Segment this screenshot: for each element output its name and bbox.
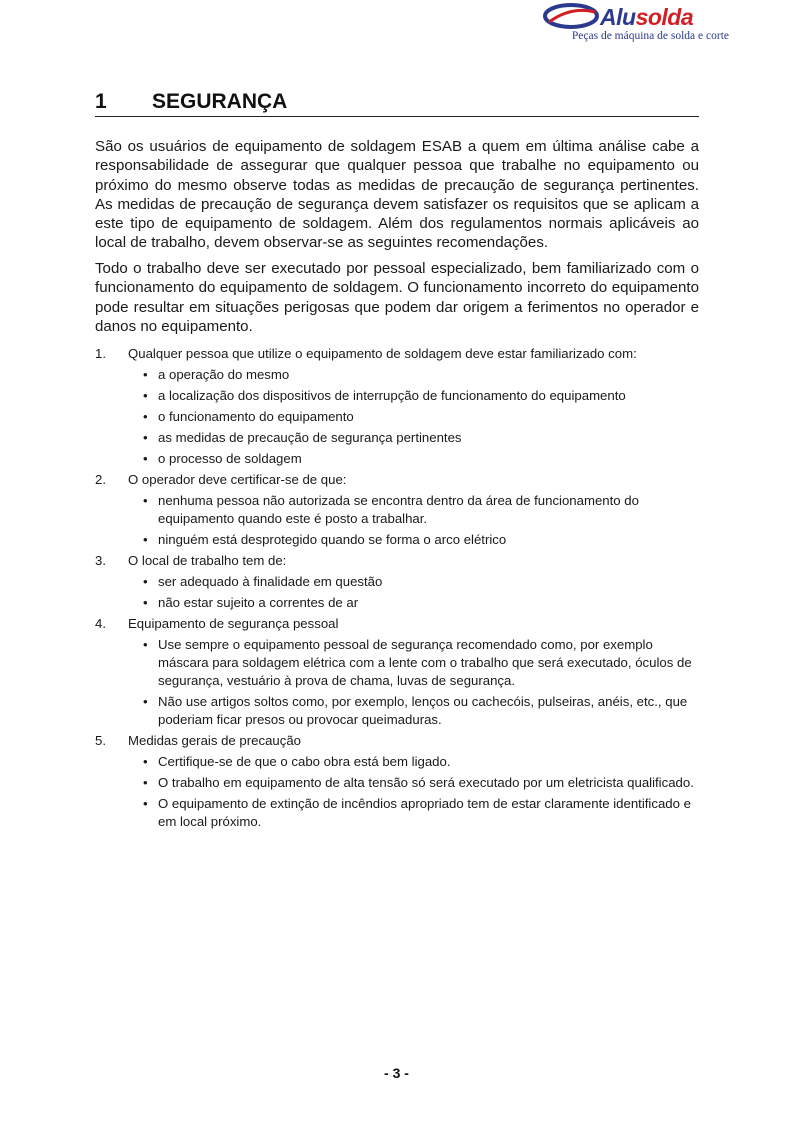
bullet-item: • Certifique-se de que o cabo obra está bem ligado. <box>143 753 699 771</box>
bullet-item: • O trabalho em equipamento de alta tensão só será executado por um eletricista qualificado. <box>143 774 699 792</box>
list-item <box>95 342 699 468</box>
bullet-item: • O equipamento de extinção de incêndios apropriado tem de estar claramente identificado e em local próximo. <box>143 795 699 831</box>
bullet-item: • as medidas de precaução de segurança pertinentes <box>143 429 699 447</box>
bullet-item: • a localização dos dispositivos de interrupção de funcionamento do equipamento <box>143 387 699 405</box>
section-heading <box>95 88 699 117</box>
bullet-list <box>128 636 699 729</box>
brand-name <box>600 3 693 31</box>
section-number: 1 <box>95 90 107 113</box>
logo-swoosh-icon <box>543 2 601 32</box>
warning-paragraph: Todo o trabalho deve ser executado por pessoal especializado, bem familiarizado com o funcionamento do equipamento de soldagem. O funcionamento incorreto do equipamento pode resultar em situações perigosas que podem dar origem a ferimentos no operador e danos no equipamento. <box>95 260 699 335</box>
brand-tagline: Peças de máquina de solda e corte <box>571 30 729 42</box>
item-title: O operador deve certificar-se de que: <box>128 472 347 487</box>
item-number: 3. <box>95 553 106 568</box>
page-number: - 3 - <box>384 1065 409 1081</box>
bullet-item: • não estar sujeito a correntes de ar <box>143 594 699 612</box>
bullet-list <box>128 753 699 831</box>
bullet-item: • ser adequado à finalidade em questão <box>143 573 699 591</box>
item-title: Equipamento de segurança pessoal <box>128 616 339 631</box>
item-number: 4. <box>95 616 106 631</box>
brand-logo <box>543 2 733 46</box>
list-item <box>95 468 699 549</box>
list-item <box>95 549 699 612</box>
bullet-list <box>128 366 699 468</box>
item-number: 1. <box>95 346 106 361</box>
bullet-list <box>128 492 699 549</box>
bullet-item: • Não use artigos soltos como, por exemplo, lenços ou cachecóis, pulseiras, anéis, etc., que poderiam ficar presos ou provocar queimaduras. <box>143 693 699 729</box>
bullet-list <box>128 573 699 612</box>
list-item <box>95 729 699 831</box>
bullet-item: • Use sempre o equipamento pessoal de segurança recomendado como, por exemplo máscara para soldagem elétrica com a lente com o trabalho que será executado, óculos de segurança, vestuário à prova de chama, luvas de segurança. <box>143 636 699 690</box>
section-title: SEGURANÇA <box>152 90 288 113</box>
item-title: O local de trabalho tem de: <box>128 553 287 568</box>
bullet-item: • ninguém está desprotegido quando se forma o arco elétrico <box>143 531 699 549</box>
bullet-item: • a operação do mesmo <box>143 366 699 384</box>
list-item <box>95 612 699 729</box>
bullet-item: • o funcionamento do equipamento <box>143 408 699 426</box>
brand-name-part1: Alu <box>600 4 636 30</box>
item-number: 5. <box>95 733 106 748</box>
intro-paragraph: São os usuários de equipamento de soldagem ESAB a quem em última análise cabe a responsabilidade de assegurar que qualquer pessoa que trabalhe no equipamento ou próximo do mesmo observe todas as medidas de precaução de segurança pertinentes. As medidas de precaução de segurança devem satisfazer os requisitos que se aplicam a este tipo de equipamento de soldagem. Além dos regulamentos normais aplicáveis ao local de trabalho, devem observar-se as seguintes recomendações. <box>95 138 699 252</box>
item-number: 2. <box>95 472 106 487</box>
bullet-item: • nenhuma pessoa não autorizada se encontra dentro da área de funcionamento do equipamento quando este é posto a trabalhar. <box>143 492 699 528</box>
bullet-item: • o processo de soldagem <box>143 450 699 468</box>
item-title: Medidas gerais de precaução <box>128 733 302 748</box>
item-title: Qualquer pessoa que utilize o equipamento de soldagem deve estar familiarizado com: <box>128 346 637 361</box>
brand-name-part2: solda <box>635 4 694 30</box>
safety-list <box>95 342 699 831</box>
